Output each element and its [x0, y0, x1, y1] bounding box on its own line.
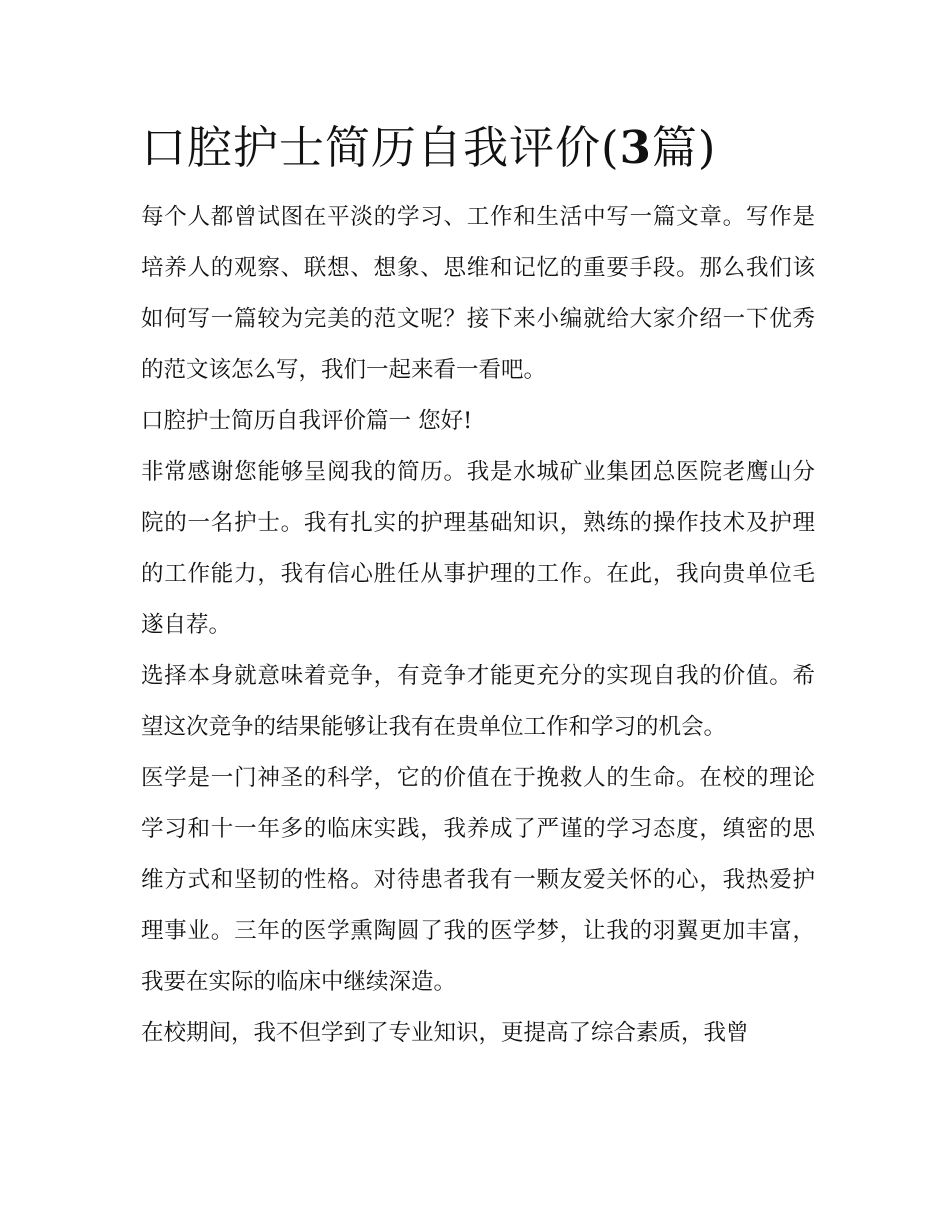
document-title — [141, 118, 821, 178]
body-paragraph: 在校期间，我不但学到了专业知识，更提高了综合素质，我曾 — [141, 1020, 749, 1046]
intro-paragraph: 每个人都曾试图在平淡的学习、工作和生活中写一篇文章。写作是培养人的观察、联想、想象、思维和记忆的重要手段。那么我们该如何写一篇较为完美的范文呢？接下来小编就给大家介绍一下优秀的范文该怎么写，我们一起来看一看吧。 — [141, 204, 815, 383]
document-page — [141, 118, 821, 1059]
body-paragraph: 非常感谢您能够呈阅我的简历。我是水城矿业集团总医院老鹰山分院的一名护士。我有扎实的护理基础知识，熟练的操作技术及护理的工作能力，我有信心胜任从事护理的工作。在此，我向贵单位毛遂自荐。 — [141, 459, 815, 638]
body-paragraph: 医学是一门神圣的科学，它的价值在于挽救人的生命。在校的理论学习和十一年多的临床实践，我养成了严谨的学习态度，缜密的思维方式和坚韧的性格。对待患者我有一颗友爱关怀的心，我热爱护理事业。三年的医学熏陶圆了我的医学梦，让我的羽翼更加丰富，我要在实际的临床中继续深造。 — [141, 765, 815, 995]
section-heading: 口腔护士简历自我评价篇一 您好! — [141, 408, 473, 434]
title-prefix: 口腔护士简历自我评价( — [141, 121, 620, 174]
title-suffix: 篇) — [651, 121, 717, 174]
title-number: 3 — [619, 121, 652, 174]
body-paragraph: 选择本身就意味着竞争，有竞争才能更充分的实现自我的价值。希望这次竞争的结果能够让我有在贵单位工作和学习的机会。 — [141, 663, 815, 740]
